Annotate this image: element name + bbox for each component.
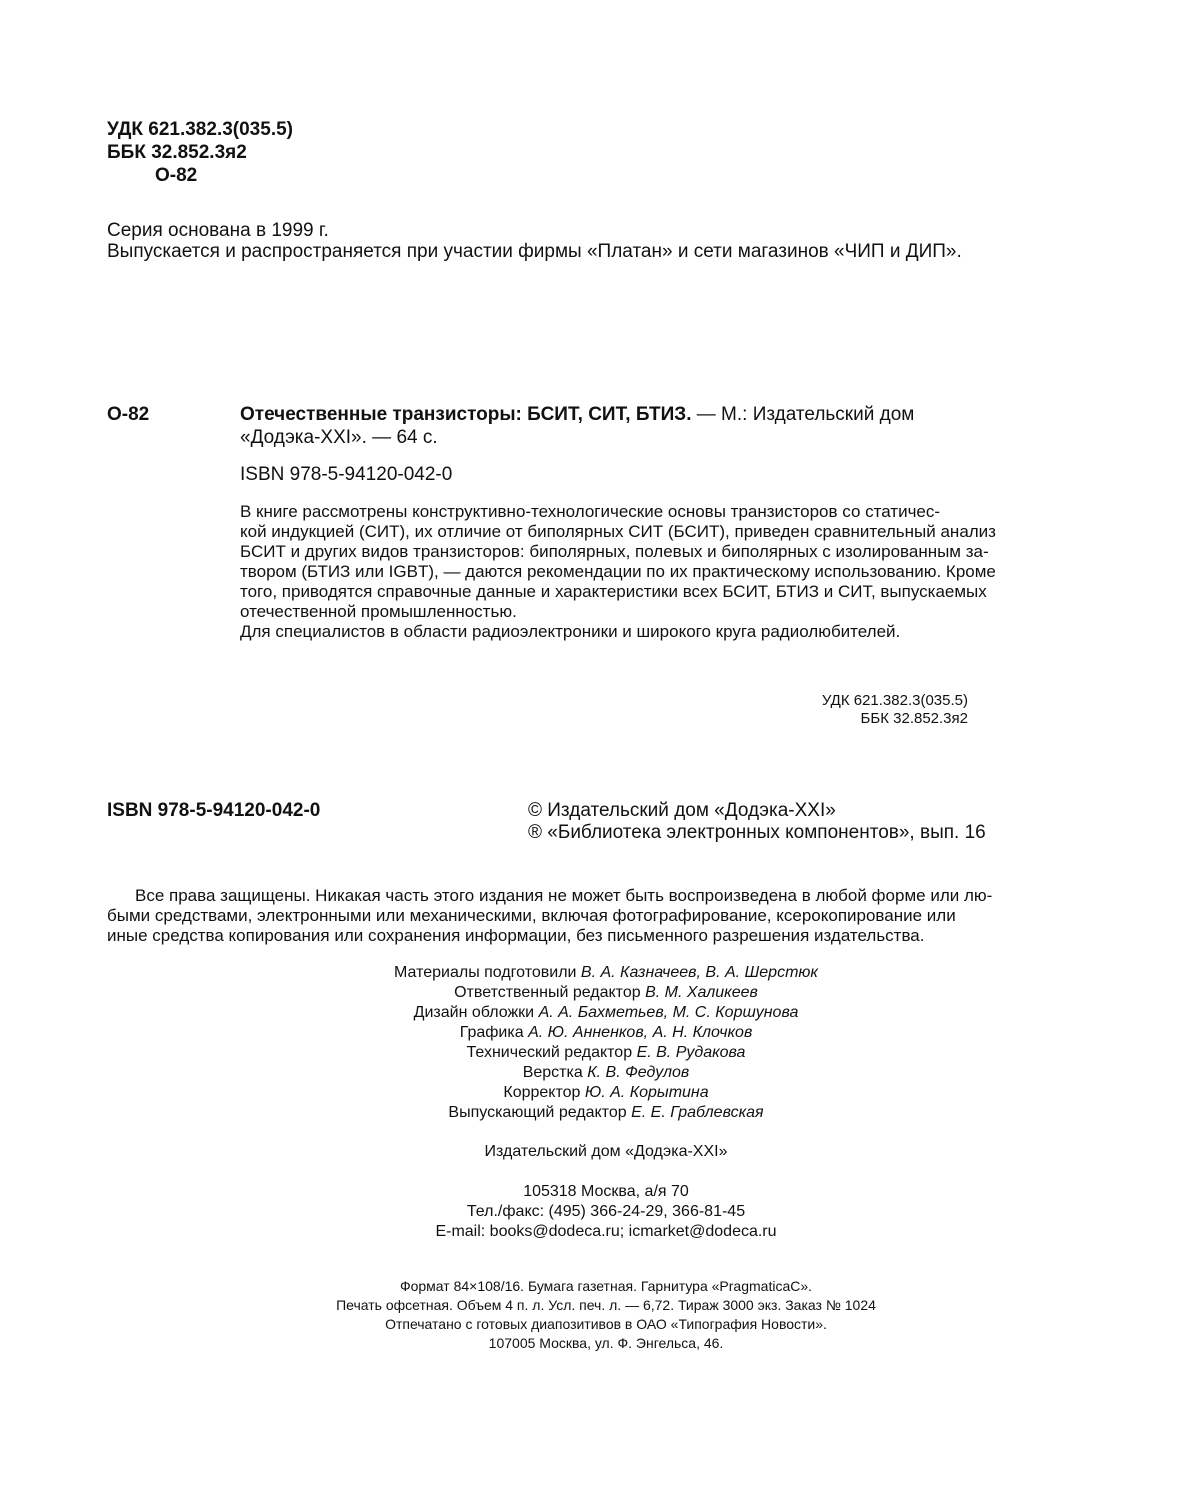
copyright-isbn: ISBN 978-5-94120-042-0 <box>107 800 321 821</box>
entry-imprint: — М.: Издательский дом <box>691 404 915 425</box>
publisher-address: 105318 Москва, а/я 70 <box>523 1183 689 1200</box>
entry-imprint-line2: «Додэка-XXI». — 64 с. <box>240 427 438 448</box>
print-line: Формат 84×108/16. Бумага газетная. Гарнитура «PragmaticaC». <box>399 1278 813 1294</box>
credit-line: Ответственный редактор В. М. Халикеев <box>454 984 758 1001</box>
credit-line: Выпускающий редактор Е. Е. Граблевская <box>448 1104 764 1121</box>
publisher-contacts <box>200 1182 1012 1242</box>
series-distribution: Выпускается и распространяется при участии фирмы «Платан» и сети магазинов «ЧИП и ДИП». <box>107 241 962 262</box>
rights-notice <box>107 886 992 946</box>
publisher-phone: Тел./факс: (495) 366-24-29, 366-81-45 <box>466 1203 746 1220</box>
credits-list <box>200 963 1012 1123</box>
entry-code: О-82 <box>107 404 150 425</box>
rights-line: иные средства копирования или сохранения информации, без письменного разрешения издательства. <box>107 926 925 945</box>
entry-udk: УДК 621.382.3(035.5) <box>821 692 968 709</box>
rights-line: Все права защищены. Никакая часть этого издания не может быть воспроизведена в любой форме или лю- <box>135 886 993 905</box>
copyright-publisher: © Издательский дом «Додэка-XXI» <box>528 800 836 821</box>
print-line: 107005 Москва, ул. Ф. Энгельса, 46. <box>488 1335 724 1351</box>
copyright-series: ® «Библиотека электронных компонентов», вып. 16 <box>528 822 986 843</box>
header-udk: УДК 621.382.3(035.5) <box>107 119 293 140</box>
header-bbk: ББК 32.852.3я2 <box>107 142 247 163</box>
abstract-line: отечественной промышленностью. <box>240 602 517 621</box>
publisher-email: E-mail: books@dodeca.ru; icmarket@dodeca.ru <box>435 1223 777 1240</box>
print-info <box>200 1277 1012 1353</box>
credit-line: Технический редактор Е. В. Рудакова <box>466 1044 746 1061</box>
entry-abstract <box>240 502 996 642</box>
abstract-line: БСИТ и других видов транзисторов: биполярных, полевых и биполярных с изолированным за- <box>240 542 989 561</box>
entry-title: Отечественные транзисторы: БСИТ, СИТ, БТИЗ. <box>240 404 692 425</box>
credit-line: Верстка К. В. Федулов <box>522 1064 690 1081</box>
series-founded: Серия основана в 1999 г. <box>107 220 329 241</box>
entry-title-line <box>240 403 914 426</box>
abstract-line: В книге рассмотрены конструктивно-технологические основы транзисторов со статичес- <box>240 502 941 521</box>
entry-isbn: ISBN 978-5-94120-042-0 <box>240 464 453 485</box>
print-line: Печать офсетная. Объем 4 п. л. Усл. печ. л. — 6,72. Тираж 3000 экз. Заказ № 1024 <box>336 1297 876 1313</box>
credit-line: Корректор Ю. А. Корытина <box>503 1084 709 1101</box>
publisher-name: Издательский дом «Додэка-XXI» <box>484 1143 728 1160</box>
credit-line: Дизайн обложки А. А. Бахметьев, М. С. Коршунова <box>413 1004 799 1021</box>
header-code: О-82 <box>155 165 198 186</box>
print-line: Отпечатано с готовых диапозитивов в ОАО «Типография Новости». <box>385 1316 827 1332</box>
entry-bbk: ББК 32.852.3я2 <box>860 710 968 727</box>
abstract-audience: Для специалистов в области радиоэлектроники и широкого круга радиолюбителей. <box>240 622 901 641</box>
abstract-line: того, приводятся справочные данные и характеристики всех БСИТ, БТИЗ и СИТ, выпускаемых <box>240 582 987 601</box>
credit-line: Графика А. Ю. Анненков, А. Н. Клочков <box>459 1024 753 1041</box>
rights-line: быми средствами, электронными или механическими, включая фотографирование, ксерокопирование или <box>107 906 956 925</box>
abstract-line: кой индукцией (СИТ), их отличие от биполярных СИТ (БСИТ), приведен сравнительный анализ <box>240 522 996 541</box>
abstract-line: твором (БТИЗ или IGBT), — даются рекомендации по их практическому использованию. Кроме <box>240 562 996 581</box>
credit-line: Материалы подготовили В. А. Казначеев, В. А. Шерстюк <box>394 964 818 981</box>
